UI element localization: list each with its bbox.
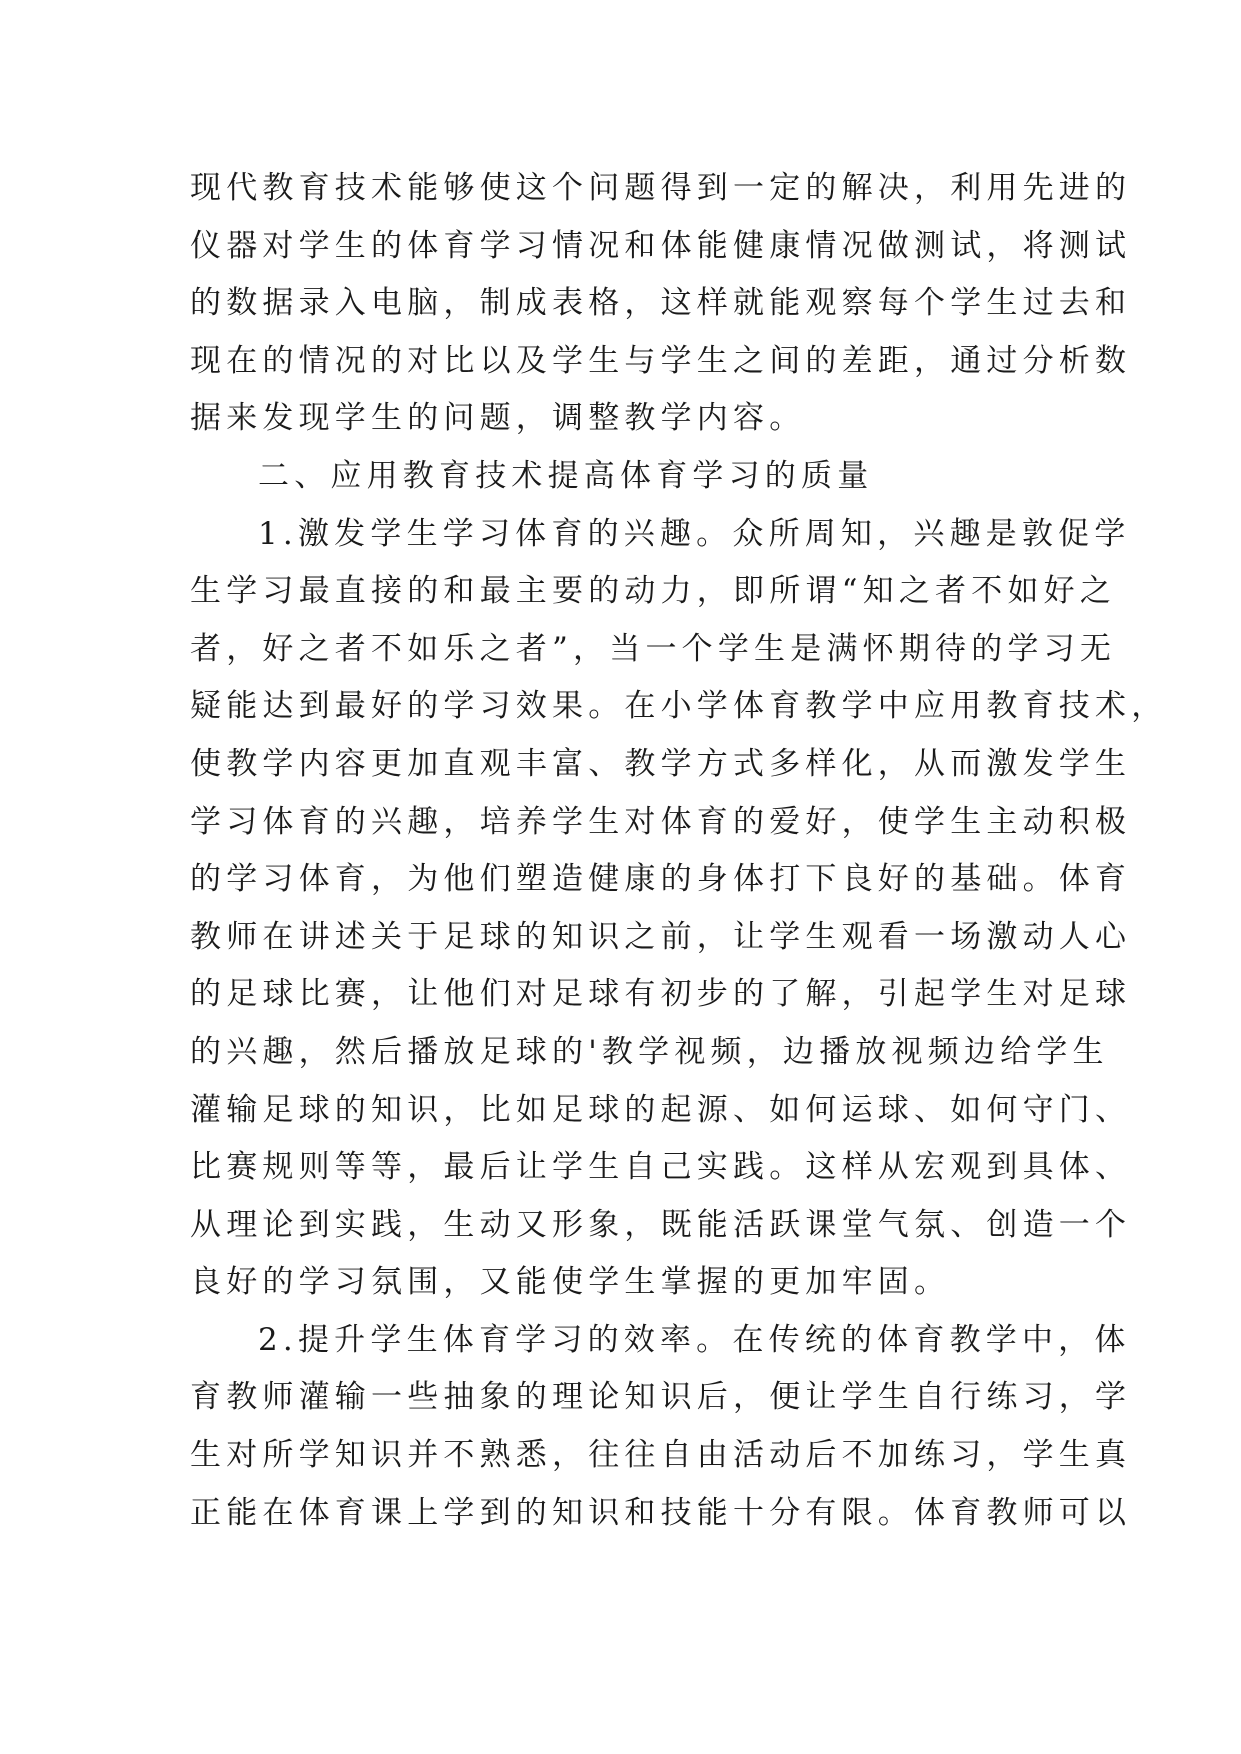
text-line: 学习体育的兴趣，培养学生对体育的爱好，使学生主动积极 [190, 803, 1132, 840]
text-line: 仪器对学生的体育学习情况和体能健康情况做测试，将测试 [190, 227, 1132, 264]
text-line: 的数据录入电脑，制成表格，这样就能观察每个学生过去和 [190, 285, 1132, 322]
text-line: 教师在讲述关于足球的知识之前，让学生观看一场激动人心 [190, 918, 1132, 955]
text-line: 现代教育技术能够使这个问题得到一定的解决，利用先进的 [190, 170, 1132, 206]
paragraph-first-line: 2.提升学生体育学习的效率。在传统的体育教学中，体 [258, 1321, 1131, 1358]
text-line: 现在的情况的对比以及学生与学生之间的差距，通过分析数 [190, 342, 1132, 379]
text-line: 良好的学习氛围，又能使学生掌握的更加牢固。 [190, 1264, 951, 1301]
text-line: 据来发现学生的问题，调整教学内容。 [190, 400, 806, 437]
section-heading: 二、应用教育技术提高体育学习的质量 [258, 457, 874, 494]
text-line: 的学习体育，为他们塑造健康的身体打下良好的基础。体育 [190, 861, 1132, 898]
text-line: 生学习最直接的和最主要的动力，即所谓“知之者不如好之 [190, 573, 1117, 610]
text-line: 育教师灌输一些抽象的理论知识后，便让学生自行练习，学 [190, 1379, 1132, 1416]
text-line: 者，好之者不如乐之者”，当一个学生是满怀期待的学习无 [190, 630, 1117, 667]
document-body [190, 160, 1168, 1542]
text-line: 生对所学知识并不熟悉，往往自由活动后不加练习，学生真 [190, 1437, 1132, 1474]
text-line: 的兴趣，然后播放足球的'教学视频，边播放视频边给学生 [190, 1033, 1109, 1070]
text-line: 的足球比赛，让他们对足球有初步的了解，引起学生对足球 [190, 976, 1132, 1013]
text-line: 比赛规则等等，最后让学生自己实践。这样从宏观到具体、 [190, 1149, 1132, 1186]
text-line: 使教学内容更加直观丰富、教学方式多样化，从而激发学生 [190, 745, 1132, 782]
paragraph-first-line: 1.激发学生学习体育的兴趣。众所周知，兴趣是敦促学 [258, 515, 1131, 552]
text-line: 从理论到实践，生动又形象，既能活跃课堂气氛、创造一个 [190, 1206, 1132, 1243]
text-line: 灌输足球的知识，比如足球的起源、如何运球、如何守门、 [190, 1091, 1132, 1128]
text-line: 疑能达到最好的学习效果。在小学体育教学中应用教育技术， [190, 688, 1168, 725]
text-line: 正能在体育课上学到的知识和技能十分有限。体育教师可以 [190, 1494, 1132, 1531]
